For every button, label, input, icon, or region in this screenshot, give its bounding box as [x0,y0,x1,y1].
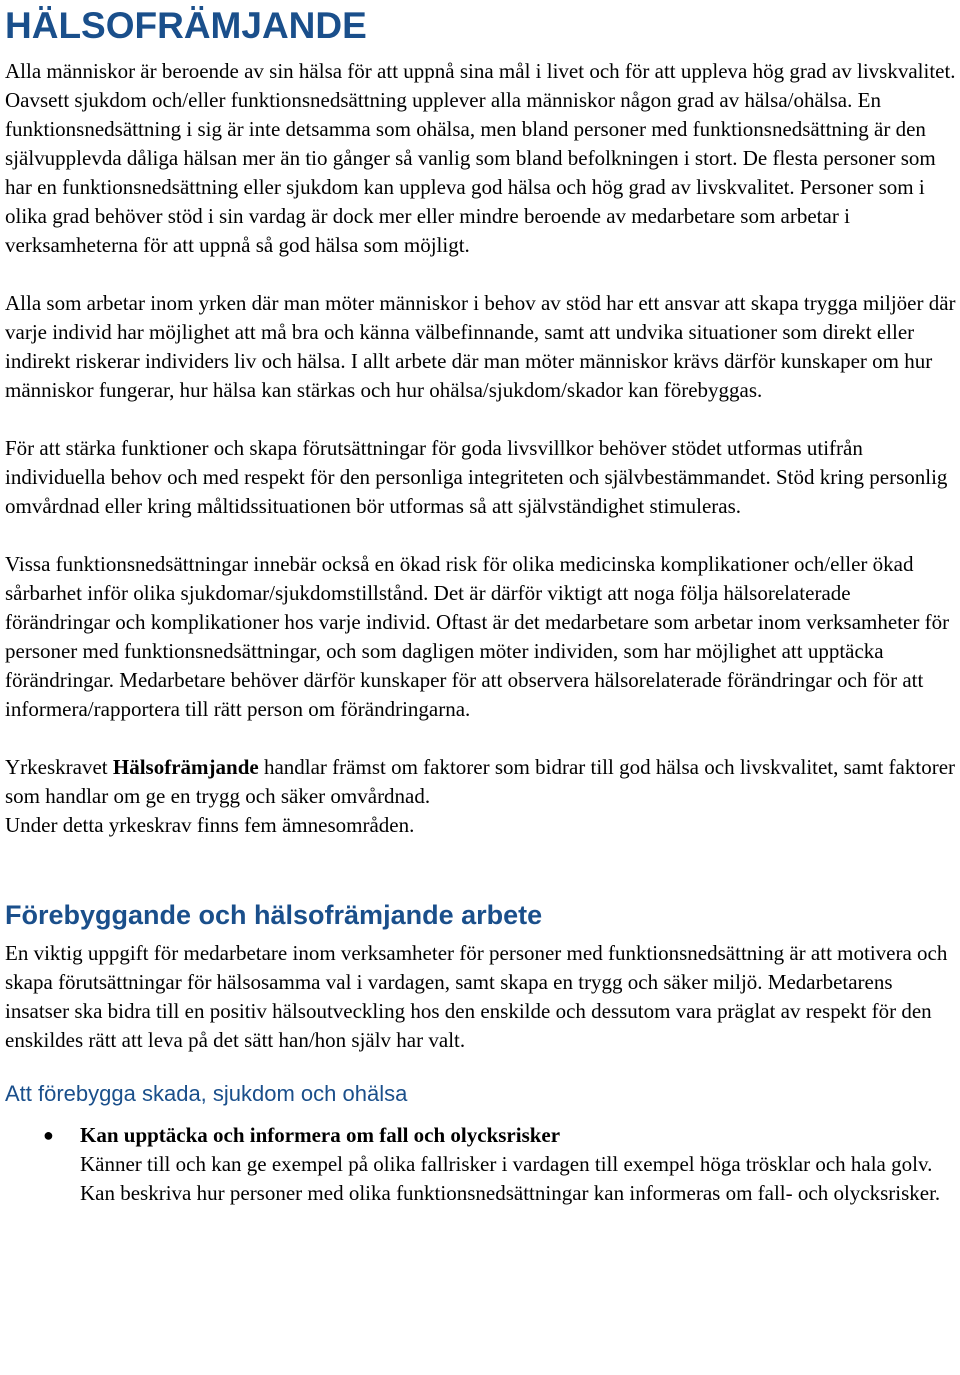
subsection-heading: Att förebygga skada, sjukdom och ohälsa [5,1081,408,1106]
yrkeskrav-line-2: Under detta yrkeskrav finns fem ämnesområden. [5,813,415,837]
bullet-icon: ● [43,1125,54,1145]
intro-paragraph-2: Alla som arbetar inom yrken där man möter människor i behov av stöd har ett ansvar att skapa trygga miljöer där varje individ har möjlighet att må bra och känna välbefinnande, samt att undvika situationer som direkt eller indirekt riskerar individers liv och hälsa. I allt arbete där man möter människor krävs därför kunskaper om hur människor fungerar, hur hälsa kan stärkas och hur ohälsa/sjukdom/skador kan förebyggas. [5,291,956,402]
intro-paragraph-4: Vissa funktionsnedsättningar innebär också en ökad risk för olika medicinska komplikationer och/eller ökad sårbarhet inför olika sjukdomar/sjukdomstillstånd. Det är därför viktigt att noga följa hälsorelaterade förändringar och komplikationer hos varje individ. Oftast är det medarbetare som arbetar inom verksamheter för personer med funktionsnedsättningar, och som dagligen möter individen, som har möjlighet att upptäcka förändringar. Medarbetare behöver därför kunskaper för att observera hälsorelaterade förändringar och för att informera/rapportera till rätt person om förändringarna. [5,552,950,721]
page-title: HÄLSOFRÄMJANDE [5,5,367,46]
yrkeskrav-bold-term: Hälsofrämjande [112,755,259,779]
yrkeskrav-suffix: handlar främst om faktorer som bidrar till god hälsa och livskvalitet, samt faktorer som handlar om ge en trygg och säker omvårdnad. [5,755,956,808]
bullet-item [5,1121,956,1208]
yrkeskrav-paragraph [5,753,956,811]
yrkeskrav-prefix: Yrkeskravet [5,755,113,779]
intro-paragraph-1: Alla människor är beroende av sin hälsa för att uppnå sina mål i livet och för att uppleva hög grad av livskvalitet. Oavsett sjukdom och/eller funktionsnedsättning upplever alla människor någon grad av hälsa/ohälsa. En funktionsnedsättning i sig är inte detsamma som ohälsa, men bland personer med funktionsnedsättning är den självupplevda dåliga hälsan mer än tio gånger så vanlig som bland befolkningen i stort. De flesta personer som har en funktionsnedsättning eller sjukdom kan uppleva god hälsa och hög grad av livskvalitet. Personer som i olika grad behöver stöd i sin vardag är dock mer eller mindre beroende av medarbetare som arbetar i verksamheterna för att uppnå så god hälsa som möjligt. [5,59,956,257]
section-paragraph: En viktig uppgift för medarbetare inom verksamheter för personer med funktionsnedsättning är att motivera och skapa förutsättningar för hälsosamma val i vardagen, samt skapa en trygg och säker miljö. Medarbetarens insatser ska bidra till en positiv hälsoutveckling hos den enskilde och dessutom vara präglat av respekt för den enskildes rätt att leva på det sätt han/hon själv har valt. [5,941,948,1052]
bullet-item-text: Känner till och kan ge exempel på olika fallrisker i vardagen till exempel höga trösklar och hala golv. Kan beskriva hur personer med olika funktionsnedsättningar kan informeras om fall- och olycksrisker. [80,1152,941,1205]
bullet-list [5,1121,956,1208]
bullet-item-title: Kan upptäcka och informera om fall och olycksrisker [80,1123,561,1147]
intro-paragraph-3: För att stärka funktioner och skapa förutsättningar för goda livsvillkor behöver stödet utformas utifrån individuella behov och med respekt för den personliga integriteten och självbestämmandet. Stöd kring personlig omvårdnad eller kring måltidssituationen bör utformas så att självständighet stimuleras. [5,436,948,518]
section-heading: Förebyggande och hälsofrämjande arbete [5,900,543,930]
